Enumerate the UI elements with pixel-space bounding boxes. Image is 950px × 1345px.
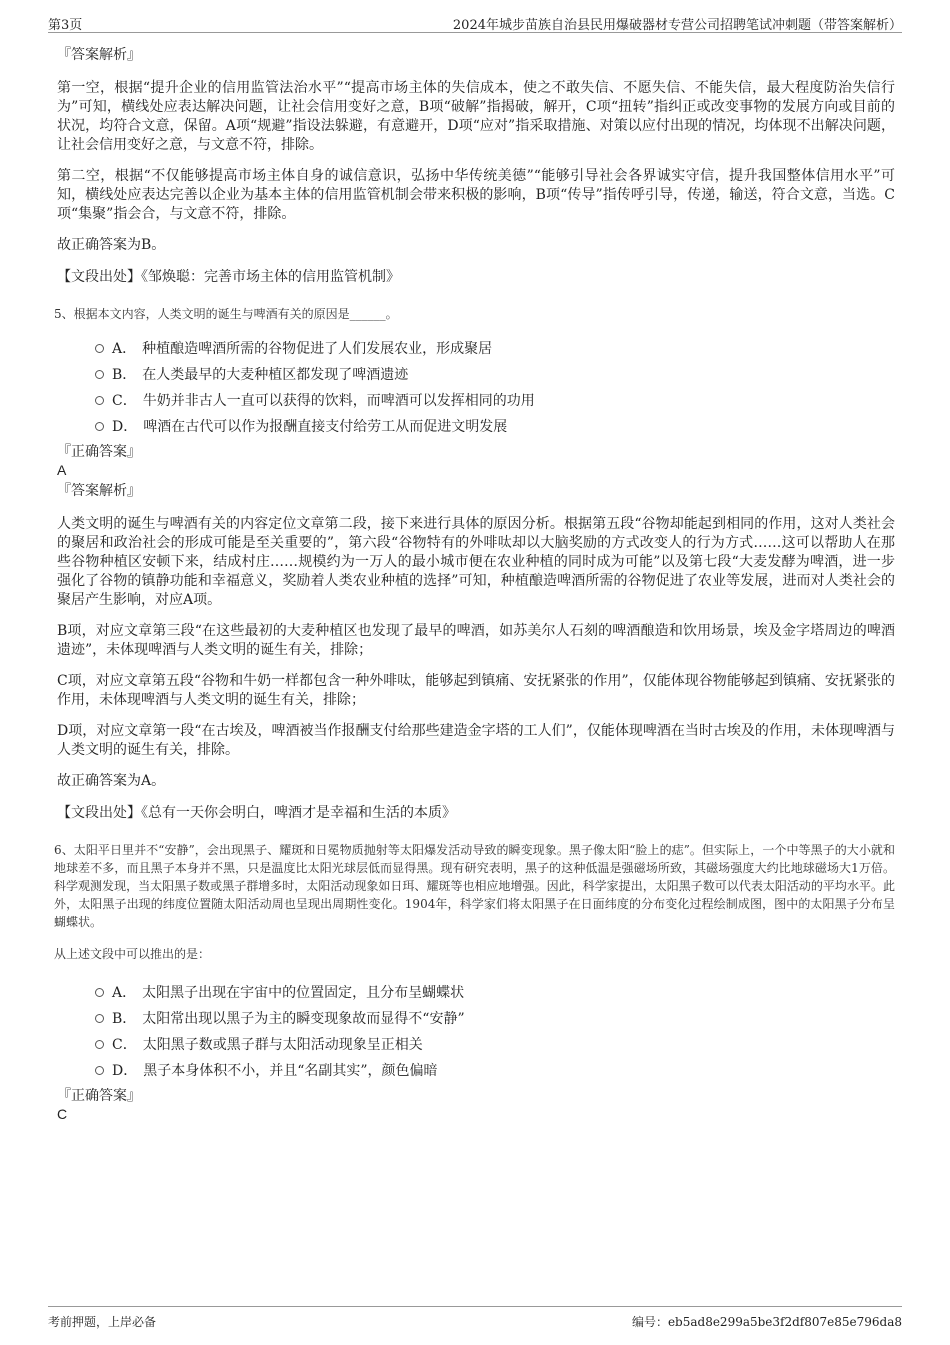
option-text: 啤酒在古代可以作为报酬直接支付给劳工从而促进文明发展 [143,419,508,435]
correct-answer-value: C [57,1106,68,1122]
question-6-prompt: 从上述文段中可以推出的是： [54,947,211,961]
question-6-stem: 6、太阳平日里并不“安静”，会出现黑子、耀斑和日冕物质抛射等太阳爆发活动导致的瞬变现象。黑子像太阳“脸上的痣”。但实际上，一个中等黑子的大小就和地球差不多，而且黑子本身并不黑，只是温度比太阳光球层低而显得黑。现有研究表明，黑子的这种低温是强磁场所致，其磁场强度大约比地球磁场大1万倍。科学观测发现，当太阳黑子数或黑子群增多时，太阳活动现象如日珥、耀斑等也相应地增强。因此，科学家提出，太阳黑子数可以代表太阳活动的平均水平。此外，太阳黑子出现的纬度位置随太阳活动周也呈现出周期性变化。1904年，科学家们将太阳黑子在日面纬度的分布变化过程绘制成图，图中的太阳黑子分布呈蝴蝶状。 [54,843,895,929]
option-text: 太阳常出现以黑子为主的瞬变现象故而显得不“安静” [142,1011,465,1027]
analysis-paragraph: 第一空，根据“提升企业的信用监管法治水平”“提高市场主体的失信成本，使之不敢失信、不愿失信、不能失信，最大程度防治失信行为”可知，横线处应表达解决问题，让社会信用变好之意，B项“破解”指揭破，解开，C项“扭转”指纠正或改变事物的发展方向或目前的状况，均符合文意，保留。A项“规避”指设法躲避，有意避开，D项“应对”指采取措施、对策以应付出现的情况，均体现不出解决问题，让社会信用变好之意，与文意不符，排除。 [57,80,895,153]
option-d[interactable] [95,413,895,439]
radio-icon[interactable] [95,988,104,997]
analysis-label: 『答案解析』 [57,47,141,63]
radio-icon[interactable] [95,1066,104,1075]
option-text: 太阳黑子数或黑子群与太阳活动现象呈正相关 [142,1037,423,1053]
document-body [54,45,895,1125]
option-label: C． [112,393,137,409]
option-text: 在人类最早的大麦种植区都发现了啤酒遗迹 [142,367,409,383]
radio-icon[interactable] [95,422,104,431]
correct-answer-label: 『正确答案』 [57,1088,141,1104]
source-citation: 【文段出处】《总有一天你会明白，啤酒才是幸福和生活的本质》 [57,805,456,821]
source-citation: 【文段出处】《邹焕聪：完善市场主体的信用监管机制》 [57,269,400,285]
correct-answer-value: A [57,462,67,478]
document-title: 2024年城步苗族自治县民用爆破器材专营公司招聘笔试冲刺题（带答案解析） [452,18,902,33]
question-5-options [95,335,895,439]
option-label: D． [112,1063,138,1079]
option-c[interactable] [95,1031,895,1057]
footer-slogan: 考前押题，上岸必备 [48,1315,157,1329]
analysis-paragraph: B项，对应文章第三段“在这些最初的大麦种植区也发现了最早的啤酒，如苏美尔人石刻的啤酒酿造和饮用场景，埃及金字塔周边的啤酒遗迹”，未体现啤酒与人类文明的诞生有关，排除； [57,623,895,658]
analysis-conclusion: 故正确答案为B。 [57,237,166,253]
analysis-paragraph: D项，对应文章第一段“在古埃及，啤酒被当作报酬支付给那些建造金字塔的工人们”，仅能体现啤酒在当时古埃及的作用，未体现啤酒与人类文明的诞生有关，排除。 [57,723,895,758]
analysis-conclusion: 故正确答案为A。 [57,773,166,789]
radio-icon[interactable] [95,370,104,379]
option-text: 太阳黑子出现在宇宙中的位置固定，且分布呈蝴蝶状 [142,985,465,1001]
page-footer [48,1306,902,1329]
analysis-paragraph: C项，对应文章第五段“谷物和牛奶一样都包含一种外啡呔，能够起到镇痛、安抚紧张的作用”，仅能体现谷物能够起到镇痛、安抚紧张的作用，未体现啤酒与人类文明的诞生有关，排除； [57,673,895,708]
option-label: B． [112,1011,137,1027]
option-label: B． [112,367,137,383]
radio-icon[interactable] [95,344,104,353]
correct-answer-label: 『正确答案』 [57,444,141,460]
document-id: 编号：eb5ad8e299a5be3f2df807e85e796da8 [631,1315,902,1329]
analysis-paragraph: 第二空，根据“不仅能够提高市场主体自身的诚信意识，弘扬中华传统美德”“能够引导社会各界诚实守信，提升我国整体信用水平”可知，横线处应表达完善以企业为基本主体的信用监管机制会带来积极的影响，B项“传导”指传呼引导，传递，输送，符合文意，当选。C项“集聚”指会合，与文意不符，排除。 [57,168,895,222]
option-text: 牛奶并非古人一直可以获得的饮料，而啤酒可以发挥相同的功用 [142,393,535,409]
option-b[interactable] [95,1005,895,1031]
page-header [48,12,902,33]
analysis-label: 『答案解析』 [57,483,141,499]
option-d[interactable] [95,1057,895,1083]
option-a[interactable] [95,335,895,361]
question-5-stem: 5、根据本文内容，人类文明的诞生与啤酒有关的原因是______。 [54,307,398,321]
option-text: 种植酿造啤酒所需的谷物促进了人们发展农业，形成聚居 [142,341,493,357]
option-label: C． [112,1037,137,1053]
question-6-options [95,979,895,1083]
option-label: A． [112,341,137,357]
option-label: D． [112,419,138,435]
option-c[interactable] [95,387,895,413]
option-a[interactable] [95,979,895,1005]
radio-icon[interactable] [95,1040,104,1049]
option-label: A． [112,985,137,1001]
radio-icon[interactable] [95,396,104,405]
analysis-paragraph: 人类文明的诞生与啤酒有关的内容定位文章第二段，接下来进行具体的原因分析。根据第五段“谷物却能起到相同的作用，这对人类社会的聚居和政治社会的形成可能是至关重要的”，第六段“谷物特有的外啡呔却以大脑奖励的方式改变人的行为方式……这可以帮助人在那些谷物种植区安顿下来，结成村庄……规模约为一万人的最小城市便在农业种植的同时成为可能”以及第七段“大麦发酵为啤酒，进一步强化了谷物的镇静功能和幸福意义，奖励着人类农业种植的选择”可知，种植酿造啤酒所需的谷物促进了农业等发展，进而对人类社会的聚居产生影响，对应A项。 [57,516,895,608]
radio-icon[interactable] [95,1014,104,1023]
option-text: 黑子本身体积不小，并且“名副其实”，颜色偏暗 [143,1063,438,1079]
option-b[interactable] [95,361,895,387]
page-number: 第3页 [48,18,83,33]
